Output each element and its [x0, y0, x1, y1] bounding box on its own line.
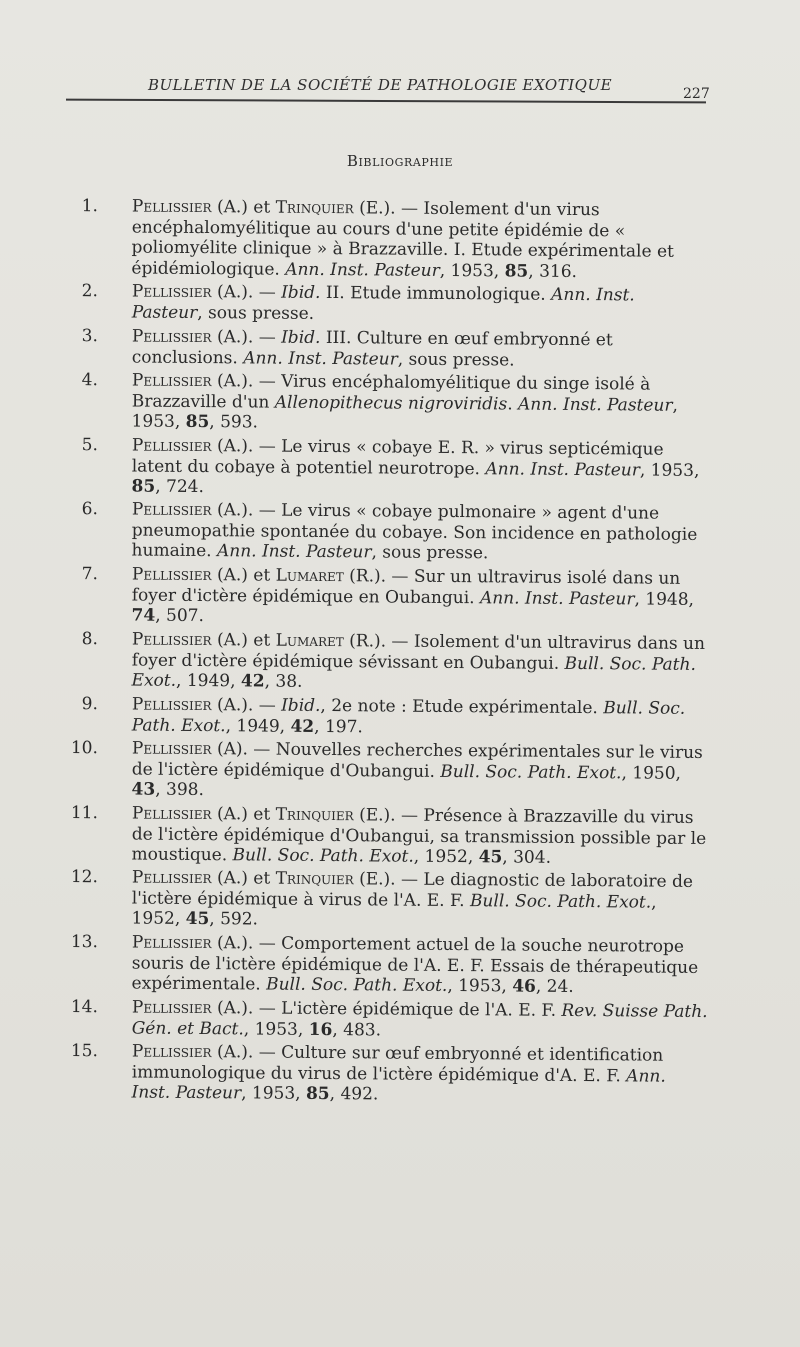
reference-segment: 85	[504, 261, 529, 282]
reference-segment: , 1949,	[225, 715, 291, 736]
reference-segment: , 398.	[155, 779, 205, 801]
reference-segment: , 38.	[264, 671, 303, 692]
section-title: Bibliographie	[346, 152, 454, 170]
reference-segment: Ann. Inst. Pasteur	[216, 541, 372, 563]
reference-number: 14.	[70, 996, 98, 1018]
reference-text	[132, 500, 710, 566]
reference-segment: Bull. Soc. Path. Exot.	[131, 653, 696, 691]
reference-segment: (A.) et	[211, 868, 276, 890]
reference-segment: , 507.	[155, 605, 205, 627]
reference-segment: , 492.	[329, 1084, 379, 1105]
reference-segment: (E.). — Le diagnostic de laboratoire de l'ictère épidémique à virus de l'A. E. F.	[131, 869, 694, 912]
reference-number: 3.	[81, 325, 98, 346]
reference-number: 11.	[70, 802, 98, 823]
reference-segment: Bull. Soc. Path. Exot.	[266, 974, 448, 997]
reference-segment: Trinquier	[275, 804, 354, 825]
reference-number: 15.	[70, 1041, 98, 1062]
reference-segment: Ann. Inst. Pasteur	[131, 1066, 666, 1104]
reference-number: 10.	[70, 737, 98, 759]
reference-number: 7.	[81, 564, 98, 585]
reference-item	[70, 694, 710, 740]
running-title: BULLETIN DE LA SOCIÉTÉ DE PATHOLOGIE EXOTIQUE	[148, 76, 613, 94]
reference-segment: , 1953,	[131, 395, 679, 432]
reference-number: 8.	[81, 628, 98, 650]
reference-number: 12.	[70, 867, 98, 888]
reference-segment: (A.). — L'ictère épidémique de l'A. E. F.	[211, 998, 562, 1021]
reference-text	[132, 282, 710, 328]
reference-segment: Ibid.	[281, 283, 321, 304]
reference-number: 13.	[70, 932, 98, 953]
reference-segment: Pellissier	[131, 326, 212, 347]
reference-text	[132, 326, 710, 372]
reference-segment: (E.). — Présence à Brazzaville du virus de l'ictère épidémique d'Oubangui, sa transmission possible par le moustique.	[131, 804, 707, 866]
reference-segment: (A.) et	[211, 565, 276, 586]
reference-segment: 45	[185, 909, 210, 930]
reference-segment: Pellissier	[131, 867, 212, 889]
reference-segment: Pellissier	[131, 694, 212, 715]
reference-segment: (A.). — Virus encéphalomyélitique du singe isolé à Brazzaville d'un	[131, 370, 651, 412]
reference-segment: , 316.	[528, 261, 578, 282]
reference-segment: Ann. Inst. Pasteur	[485, 458, 640, 480]
reference-segment: , 1952,	[131, 892, 657, 930]
reference-segment: 74	[131, 605, 156, 626]
reference-segment: 43	[131, 779, 156, 800]
reference-segment: Pellissier	[131, 499, 212, 521]
reference-item	[70, 867, 710, 934]
reference-segment: (A.) et	[211, 629, 276, 651]
reference-text	[132, 803, 710, 869]
reference-segment: Rev. Suisse Path. Gén. et Bact.	[131, 1000, 708, 1039]
reference-text	[132, 370, 710, 436]
reference-segment: (A.). — Le virus « cobaye E. R. » virus septicémique latent du cobaye à potentiel neurotrope.	[131, 435, 664, 479]
reference-segment: Ann. Inst. Pasteur	[517, 393, 673, 416]
reference-segment: , 1953,	[243, 1018, 309, 1040]
reference-segment: , 1953,	[241, 1083, 307, 1105]
reference-number: 6.	[81, 499, 98, 520]
reference-number: 5.	[81, 434, 98, 455]
reference-segment: Trinquier	[275, 869, 354, 890]
reference-segment: Pellissier	[131, 738, 212, 759]
reference-segment: Pellissier	[131, 564, 212, 586]
reference-segment: Pellissier	[131, 629, 212, 650]
reference-segment: Ann. Inst. Pasteur	[243, 347, 398, 369]
reference-segment: (A). — Nouvelles recherches expérimentales sur le virus de l'ictère épidémique d'Oubangui.	[131, 738, 703, 782]
reference-segment: (A.) et	[211, 803, 276, 825]
reference-text	[132, 565, 710, 631]
reference-segment: (A.) et	[211, 197, 276, 218]
reference-text	[132, 933, 710, 999]
reference-segment: Ibid.	[281, 695, 321, 716]
reference-segment: (R.). — Isolement d'un ultravirus dans un foyer d'ictère épidémique sévissant en Oubangui.	[131, 631, 706, 674]
reference-segment: Pellissier	[131, 1041, 212, 1063]
reference-segment: 42	[240, 671, 265, 692]
reference-segment: , 1953,	[447, 976, 513, 997]
reference-segment: , 2e note : Etude expérimentale.	[320, 695, 604, 718]
reference-segment: Pellissier	[131, 370, 212, 391]
reference-list	[70, 196, 710, 1106]
reference-segment: (A.). —	[211, 326, 282, 348]
header-rule	[66, 99, 706, 103]
reference-item	[70, 738, 710, 805]
reference-segment: , 1952,	[413, 846, 479, 868]
reference-segment: , sous presse.	[197, 302, 315, 324]
reference-segment: Pellissier	[131, 932, 212, 954]
reference-segment: 42	[290, 715, 315, 737]
reference-segment: Ann. Inst. Pasteur	[285, 259, 440, 281]
reference-segment: .	[507, 393, 519, 414]
reference-segment: Pellissier	[131, 281, 212, 303]
reference-item	[69, 196, 710, 283]
reference-segment: Pellissier	[131, 803, 212, 824]
reference-segment: (E.). — Isolement d'un virus encéphalomyélitique au cours d'une petite épidémie de « poliomyélite clinique » à Brazzaville. I. Etude expérimentale et épidémiologique.	[131, 198, 674, 280]
reference-text	[131, 196, 710, 283]
reference-text	[132, 738, 710, 804]
reference-item	[70, 932, 710, 999]
reference-segment: Lumaret	[275, 630, 344, 652]
reference-segment: Pellissier	[131, 196, 212, 218]
reference-segment: Lumaret	[275, 565, 344, 587]
reference-segment: 45	[478, 847, 503, 868]
reference-segment: 85	[131, 476, 156, 497]
reference-segment: (A.). —	[211, 282, 282, 304]
reference-segment: , 1948,	[634, 589, 695, 610]
reference-segment: , sous presse.	[397, 348, 515, 370]
reference-segment: (A.). — Culture sur œuf embryonné et identification immunologique du virus de l'ictère épidémique d'A. E. F.	[131, 1042, 664, 1087]
reference-number: 1.	[81, 196, 98, 217]
reference-segment: , 1953,	[439, 260, 505, 282]
reference-segment: Ibid.	[281, 327, 321, 348]
reference-segment: Bull. Soc. Path. Exot.	[440, 761, 622, 783]
reference-segment: Bull. Soc. Path. Exot.	[131, 697, 686, 736]
page-number: 227	[683, 86, 710, 102]
reference-text	[132, 629, 710, 695]
reference-item	[70, 629, 710, 696]
reference-segment: , 24.	[535, 977, 574, 998]
reference-segment: III. Culture en œuf embryonné et conclusions.	[131, 327, 613, 368]
reference-segment: 85	[185, 411, 210, 433]
reference-text	[132, 1042, 710, 1108]
reference-segment: , 1949,	[175, 670, 242, 692]
reference-segment: , 197.	[314, 716, 363, 737]
reference-item	[70, 997, 710, 1043]
reference-number: 2.	[81, 281, 98, 302]
reference-text	[132, 435, 710, 501]
reference-segment: Ann. Inst. Pasteur	[131, 285, 635, 323]
reference-item	[70, 370, 710, 437]
reference-segment: , 593.	[209, 412, 259, 433]
reference-text	[132, 694, 710, 740]
reference-segment: 46	[512, 976, 536, 998]
reference-segment: Trinquier	[275, 197, 354, 219]
reference-segment: , sous presse.	[371, 542, 489, 564]
reference-segment: Bull. Soc. Path. Exot.	[469, 891, 652, 913]
reference-segment: (R.). — Sur un ultravirus isolé dans un foyer d'ictère épidémique en Oubangui.	[131, 566, 681, 608]
reference-text	[132, 868, 710, 934]
reference-segment: 85	[305, 1084, 330, 1105]
reference-item	[70, 803, 710, 870]
reference-segment: (A.). — Comportement actuel de la souche neurotrope souris de l'ictère épidémique de l'A. E. F. Essais de thérapeutique expérimentale.	[131, 933, 699, 995]
reference-item	[70, 435, 710, 502]
reference-item	[70, 281, 710, 327]
reference-segment: 16	[308, 1019, 333, 1040]
reference-item	[70, 1041, 710, 1108]
reference-item	[70, 326, 710, 372]
reference-segment: , 724.	[155, 476, 205, 497]
reference-segment: Pellissier	[131, 997, 212, 1019]
reference-text	[132, 997, 710, 1043]
reference-segment: II. Etude immunologique.	[320, 283, 552, 306]
reference-number: 4.	[81, 369, 98, 390]
reference-segment: , 1950,	[621, 762, 682, 784]
reference-segment: Bull. Soc. Path. Exot.	[232, 845, 414, 867]
reference-segment: , 483.	[332, 1019, 382, 1041]
reference-segment: , 304.	[502, 847, 552, 868]
reference-segment: (A.). — Le virus « cobaye pulmonaire » agent d'une pneumopathie spontanée du cobaye. Son incidence en pathologie humaine.	[131, 500, 698, 562]
reference-segment: Allenopithecus nigroviridis	[274, 391, 508, 414]
reference-segment: Pellissier	[131, 435, 212, 456]
reference-segment: , 1953,	[639, 459, 700, 481]
reference-item	[70, 564, 710, 631]
reference-segment: (A.). —	[211, 694, 282, 716]
reference-segment: , 592.	[209, 909, 259, 931]
reference-segment: Ann. Inst. Pasteur	[479, 587, 635, 610]
reference-item	[70, 499, 710, 566]
reference-number: 9.	[81, 693, 98, 714]
